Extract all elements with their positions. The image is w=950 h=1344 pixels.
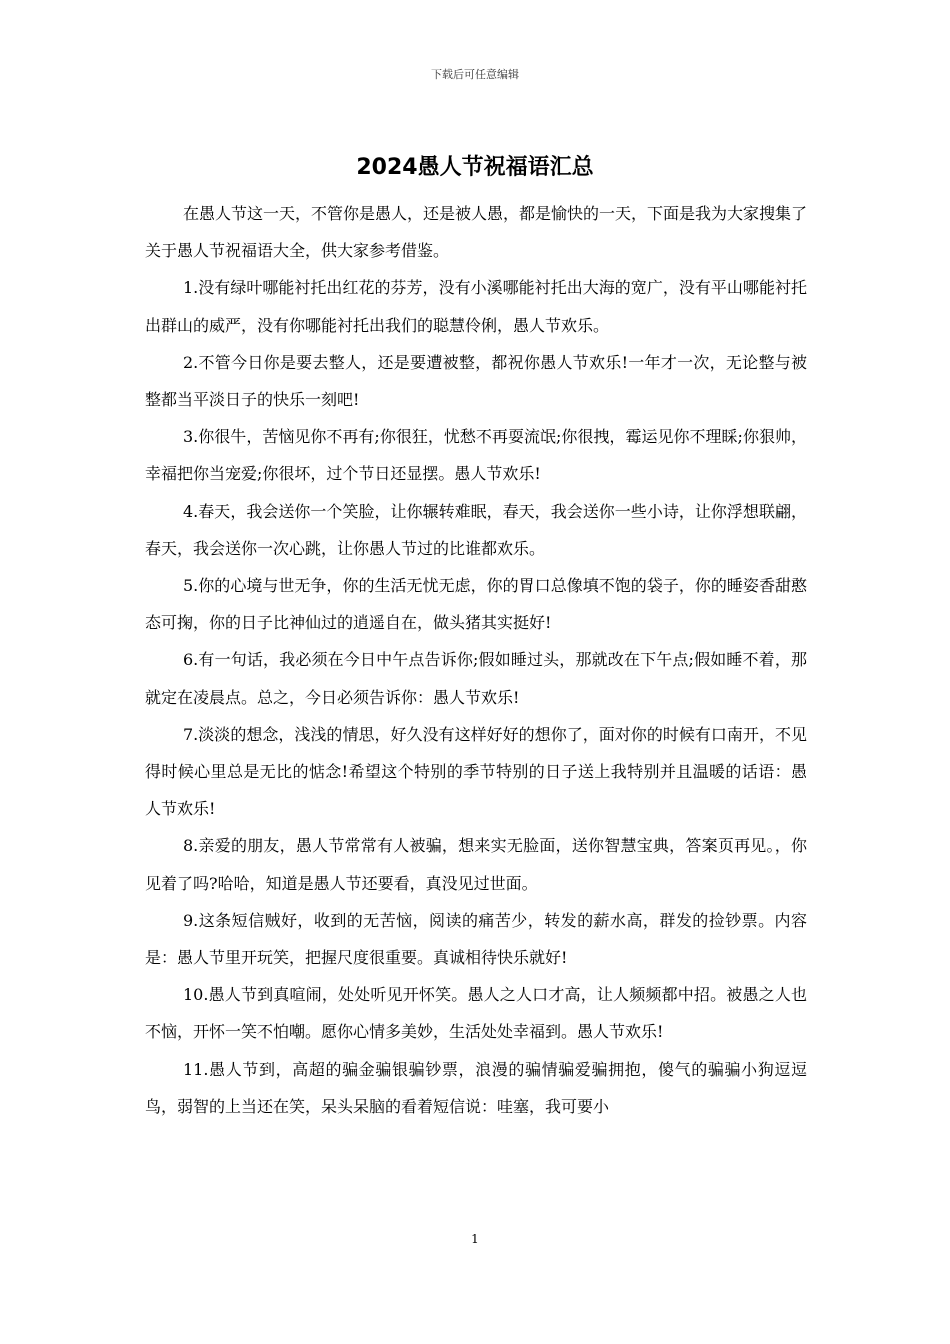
paragraph-10: 10.愚人节到真喧闹，处处听见开怀笑。愚人之人口才高，让人频频都中招。被愚之人也不恼，开怀一笑不怕嘲。愿你心情多美妙，生活处处幸福到。愚人节欢乐!: [145, 985, 807, 1042]
document-title: 2024愚人节祝福语汇总: [356, 155, 594, 180]
paragraph-8: 8.亲爱的朋友，愚人节常常有人被骗，想来实无脸面，送你智慧宝典，答案页再见。，你见着了吗?哈哈，知道是愚人节还要看，真没见过世面。: [145, 836, 807, 893]
document-body: [145, 195, 807, 1125]
paragraph-6: 6.有一句话，我必须在今日中午点告诉你;假如睡过头，那就改在下午点;假如睡不着，那就定在凌晨点。总之，今日必须告诉你：愚人节欢乐!: [145, 650, 807, 707]
paragraph-11: 11.愚人节到，高超的骗金骗银骗钞票，浪漫的骗情骗爱骗拥抱，傻气的骗骗小狗逗逗鸟，弱智的上当还在笑，呆头呆脑的看着短信说：哇塞，我可要小: [145, 1059, 807, 1116]
paragraph-5: 5.你的心境与世无争，你的生活无忧无虑，你的胃口总像填不饱的袋子，你的睡姿香甜憨态可掬，你的日子比神仙过的逍遥自在，做头猪其实挺好!: [145, 576, 807, 633]
paragraph-7: 7.淡淡的想念，浅浅的情思，好久没有这样好好的想你了，面对你的时候有口南开，不见得时候心里总是无比的惦念!希望这个特别的季节特别的日子送上我特别并且温暖的话语：愚人节欢乐!: [145, 724, 807, 819]
paragraph-3: 3.你很牛，苦恼见你不再有;你很狂，忧愁不再耍流氓;你很拽，霉运见你不理睬;你狠帅，幸福把你当宠爱;你很坏，过个节日还显摆。愚人节欢乐!: [145, 427, 807, 484]
intro-paragraph: 在愚人节这一天，不管你是愚人，还是被人愚，都是愉快的一天，下面是我为大家搜集了关于愚人节祝福语大全，供大家参考借鉴。: [145, 204, 808, 261]
paragraph-2: 2.不管今日你是要去整人，还是要遭被整，都祝你愚人节欢乐!一年才一次，无论整与被整都当平淡日子的快乐一刻吧!: [145, 352, 807, 410]
paragraph-4: 4.春天，我会送你一个笑脸，让你辗转难眠，春天，我会送你一些小诗，让你浮想联翩，春天，我会送你一次心跳，让你愚人节过的比谁都欢乐。: [145, 501, 807, 558]
paragraph-9: 9.这条短信贼好，收到的无苦恼，阅读的痛苦少，转发的薪水高，群发的捡钞票。内容是：愚人节里开玩笑，把握尺度很重要。真诚相待快乐就好!: [145, 910, 807, 968]
page-number: 1: [471, 1232, 479, 1246]
paragraph-1: 1.没有绿叶哪能衬托出红花的芬芳，没有小溪哪能衬托出大海的宽广，没有平山哪能衬托出群山的威严，没有你哪能衬托出我们的聪慧伶俐，愚人节欢乐。: [145, 278, 807, 335]
header-note: 下载后可任意编辑: [431, 68, 519, 81]
